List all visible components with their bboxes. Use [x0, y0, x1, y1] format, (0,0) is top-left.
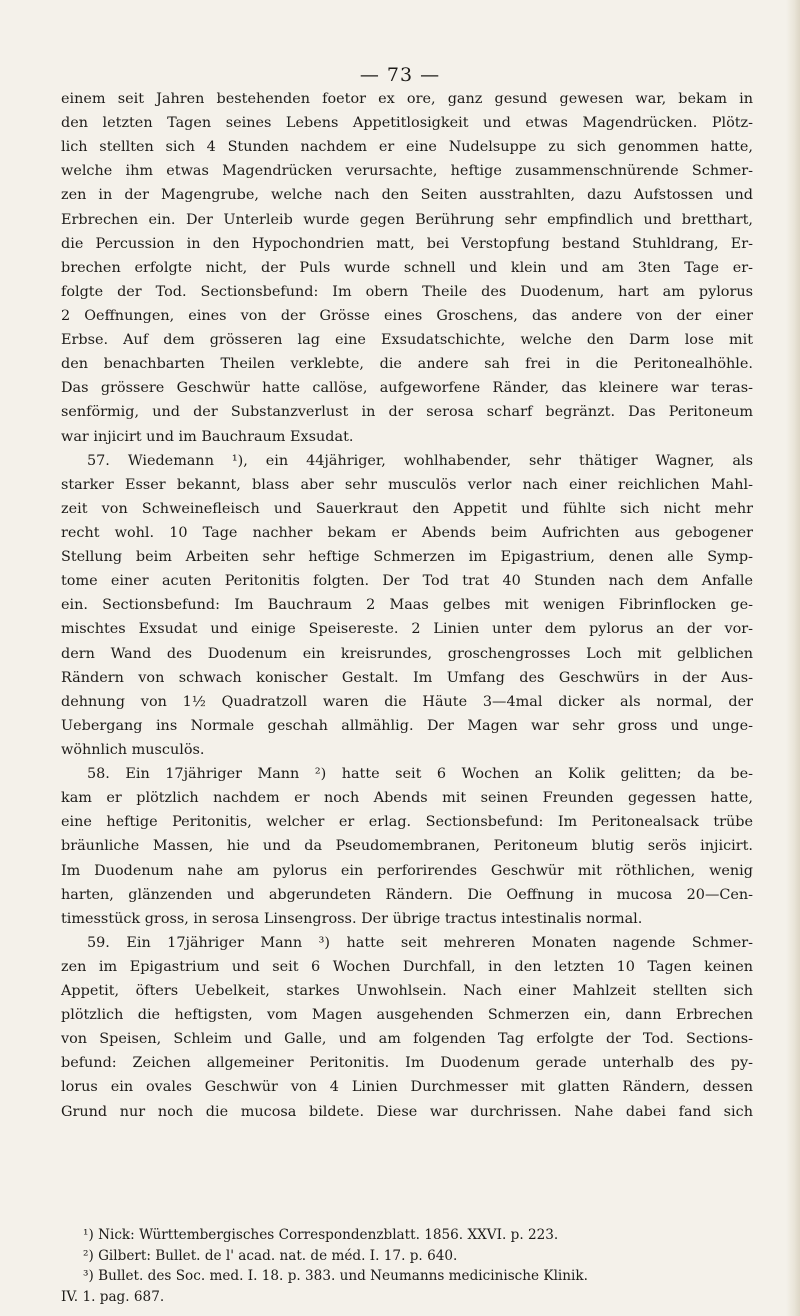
text-line: ein. Sectionsbefund: Im Bauchraum 2 Maas gelbes mit wenigen Fibrinflocken ge- [61, 597, 753, 614]
text-line: einem seit Jahren bestehenden foetor ex ore, ganz gesund gewesen war, bekam in [61, 91, 753, 107]
footnote-1: ¹) Nick: Württembergisches Correspondenzblatt. 1856. XXVI. p. 223. [83, 1227, 559, 1243]
text-line: welche ihm etwas Magendrücken verursachte, heftige zusammenschnürende Schmer- [61, 163, 753, 180]
text-line: lorus ein ovales Geschwür von 4 Linien Durchmesser mit glatten Rändern, dessen [61, 1079, 753, 1096]
text-line: 2 Oeffnungen, eines von der Grösse eines Groschens, das andere von der einer [61, 307, 753, 324]
text-line: dehnung von 1½ Quadratzoll waren die Häute 3—4mal dicker als normal, der [61, 693, 753, 710]
text-line [61, 1124, 753, 1148]
text-line: zeit von Schweinefleisch und Sauerkraut den Appetit und fühlte sich nicht mehr [61, 500, 753, 517]
page-edge [786, 0, 800, 1316]
text-line: Rändern von schwach konischer Gestalt. Im Umfang des Geschwürs in der Aus- [61, 669, 753, 686]
text-line: eine heftige Peritonitis, welcher er erlag. Sectionsbefund: Im Peritonealsack trübe [61, 814, 753, 831]
text-line: folgte der Tod. Sectionsbefund: Im obern Theile des Duodenum, hart am pylorus [61, 283, 753, 300]
text-line: dern Wand des Duodenum ein kreisrundes, groschengrosses Loch mit gelblichen [61, 645, 753, 662]
text-line: war injicirt und im Bauchraum Exsudat. [61, 428, 354, 445]
text-line: starker Esser bekannt, blass aber sehr musculös verlor nach einer reichlichen Mahl- [61, 476, 753, 493]
case-58-heading-line: 58. Ein 17jähriger Mann ²) hatte seit 6 Wochen an Kolik gelitten; da be- [87, 766, 753, 783]
footnotes [61, 1225, 753, 1307]
text-line: Erbse. Auf dem grösseren lag eine Exsudatschichte, welche den Darm lose mit [61, 332, 753, 349]
text-line: Erbrechen ein. Der Unterleib wurde gegen Berührung sehr empfindlich und bretthart, [61, 211, 753, 228]
text-line: bräunliche Massen, hie und da Pseudomembranen, Peritoneum blutig serös injicirt. [61, 838, 753, 855]
text-line: wöhnlich musculös. [61, 741, 205, 758]
text-line: timesstück gross, in serosa Linsengross. Der übrige tractus intestinalis normal. [61, 910, 643, 927]
text-line: befund: Zeichen allgemeiner Peritonitis. Im Duodenum gerade unterhalb des py- [61, 1055, 753, 1072]
text-line: harten, glänzenden und abgerundeten Rändern. Die Oeffnung in mucosa 20—Cen- [61, 886, 753, 903]
text-line: tome einer acuten Peritonitis folgten. Der Tod trat 40 Stunden nach dem Anfalle [61, 573, 753, 590]
text-line: brechen erfolgte nicht, der Puls wurde schnell und klein und am 3ten Tage er- [61, 259, 753, 276]
footnote-3: ³) Bullet. des Soc. med. I. 18. p. 383. und Neumanns medicinische Klinik. [83, 1268, 588, 1284]
case-57-heading-line: 57. Wiedemann ¹), ein 44jähriger, wohlhabender, sehr thätiger Wagner, als [87, 452, 753, 469]
text-line: mischtes Exsudat und einige Speisereste. 2 Linien unter dem pylorus an der vor- [61, 621, 753, 638]
text-line: Appetit, öfters Uebelkeit, starkes Unwohlsein. Nach einer Mahlzeit stellten sich [61, 983, 753, 1000]
text-line: lich stellten sich 4 Stunden nachdem er eine Nudelsuppe zu sich genommen hatte, [61, 139, 753, 156]
body-text [61, 87, 753, 1148]
text-line: senförmig, und der Substanzverlust in der serosa scharf begränzt. Das Peritoneum [61, 404, 753, 421]
text-line: recht wohl. 10 Tage nachher bekam er Abends beim Aufrichten aus gebogener [61, 524, 753, 541]
page-number: — 73 — [359, 64, 441, 86]
footnote-3-continuation: IV. 1. pag. 687. [61, 1288, 165, 1305]
text-line: von Speisen, Schleim und Galle, und am folgenden Tag erfolgte der Tod. Sections- [61, 1031, 753, 1048]
text-line: Das grössere Geschwür hatte callöse, aufgeworfene Ränder, das kleinere war teras- [61, 380, 753, 397]
text-line: zen in der Magengrube, welche nach den Seiten ausstrahlten, dazu Aufstossen und [61, 187, 753, 204]
text-line: zen im Epigastrium und seit 6 Wochen Durchfall, in den letzten 10 Tagen keinen [61, 958, 753, 975]
text-line: plötzlich die heftigsten, vom Magen ausgehenden Schmerzen ein, dann Erbrechen [61, 1007, 753, 1024]
text-line: Im Duodenum nahe am pylorus ein perforirendes Geschwür mit röthlichen, wenig [61, 862, 753, 879]
footnote-2: ²) Gilbert: Bullet. de l' acad. nat. de méd. I. 17. p. 640. [83, 1247, 458, 1264]
text-line: die Percussion in den Hypochondrien matt, bei Verstopfung bestand Stuhldrang, Er- [61, 235, 753, 252]
text-line: den benachbarten Theilen verklebte, die andere sah frei in die Peritonealhöhle. [61, 356, 753, 373]
text-line: kam er plötzlich nachdem er noch Abends mit seinen Freunden gegessen hatte, [61, 790, 753, 807]
text-line: den letzten Tagen seines Lebens Appetitlosigkeit und etwas Magendrücken. Plötz- [61, 115, 753, 132]
text-line: Grund nur noch die mucosa bildete. Diese war durchrissen. Nahe dabei fand sich [61, 1103, 753, 1120]
text-line: Stellung beim Arbeiten sehr heftige Schmerzen im Epigastrium, denen alle Symp- [61, 549, 753, 566]
text-line: Uebergang ins Normale geschah allmählig. Der Magen war sehr gross und unge- [61, 717, 753, 734]
case-59-heading-line: 59. Ein 17jähriger Mann ³) hatte seit mehreren Monaten nagende Schmer- [87, 934, 753, 951]
